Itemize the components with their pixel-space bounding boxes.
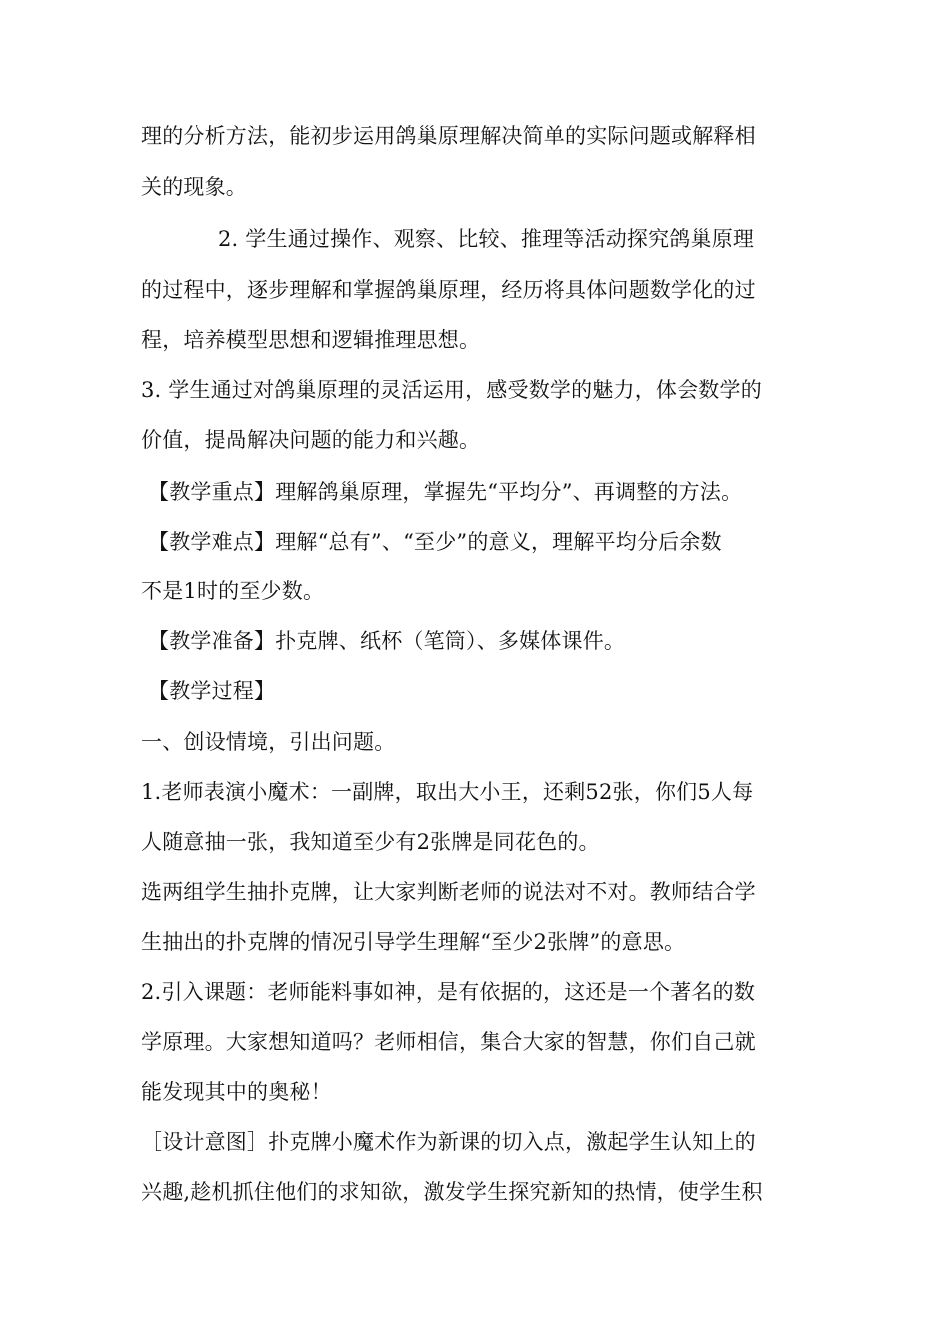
text-line: 理的分析方法，能初步运用鸽巢原理解决简单的实际问题或解释相 (141, 124, 756, 148)
text-line: 价值，提咼解决问题的能力和兴趣。 (141, 428, 481, 452)
text-line: 【教学难点】理解“总有”、“至少”的意义，理解平均分后余数 (148, 530, 722, 554)
text-line: 的过程中，逐步理解和掌握鸽巢原理，经历将具体问题数学化的过 (141, 278, 756, 302)
text-line: 不是1时的至少数。 (141, 579, 325, 603)
section-heading: 【教学过程】 (148, 679, 276, 703)
text-line: 能发现其中的奥秘！ (141, 1080, 332, 1104)
text-line: 学原理。大家想知道吗？老师相信，集合大家的智慧，你们自己就 (141, 1030, 756, 1054)
text-line: 程，培养模型思想和逻辑推理思想。 (141, 328, 481, 352)
text-line: 兴趣,趁机抓住他们的求知欲，激发学生探究新知的热情，使学生积 (141, 1180, 763, 1204)
text-line: 2. 学生通过操作、观察、比较、推理等活动探究鸽巢原理 (218, 227, 755, 251)
text-line: 选两组学生抽扑克牌，让大家判断老师的说法对不对。教师结合学 (141, 880, 756, 904)
section-heading: 一、创设情境，引出问题。 (141, 730, 396, 754)
text-line: 【教学重点】理解鸽巢原理，掌握先“平均分”、再调整的方法。 (148, 480, 743, 504)
text-line: 【教学准备】扑克牌、纸杯（笔筒）、多媒体课件。 (148, 629, 626, 653)
text-line: 人随意抽一张，我知道至少有2张牌是同花色的。 (141, 830, 600, 854)
text-line: 3. 学生通过对鸽巢原理的灵活运用，感受数学的魅力，体会数学的 (141, 378, 762, 402)
text-line: ［设计意图］扑克牌小魔术作为新课的切入点，激起学生认知上的 (141, 1130, 756, 1154)
text-line: 1.老师表演小魔术：一副牌，取出大小王，还剩52张，你们5人每 (141, 780, 754, 804)
text-line: 关的现象。 (141, 175, 247, 199)
text-line: 生抽出的扑克牌的情况引导学生理解“至少2张牌”的意思。 (141, 930, 686, 954)
text-line: 2.引入课题：老师能料事如神，是有依据的，这还是一个著名的数 (141, 980, 756, 1004)
